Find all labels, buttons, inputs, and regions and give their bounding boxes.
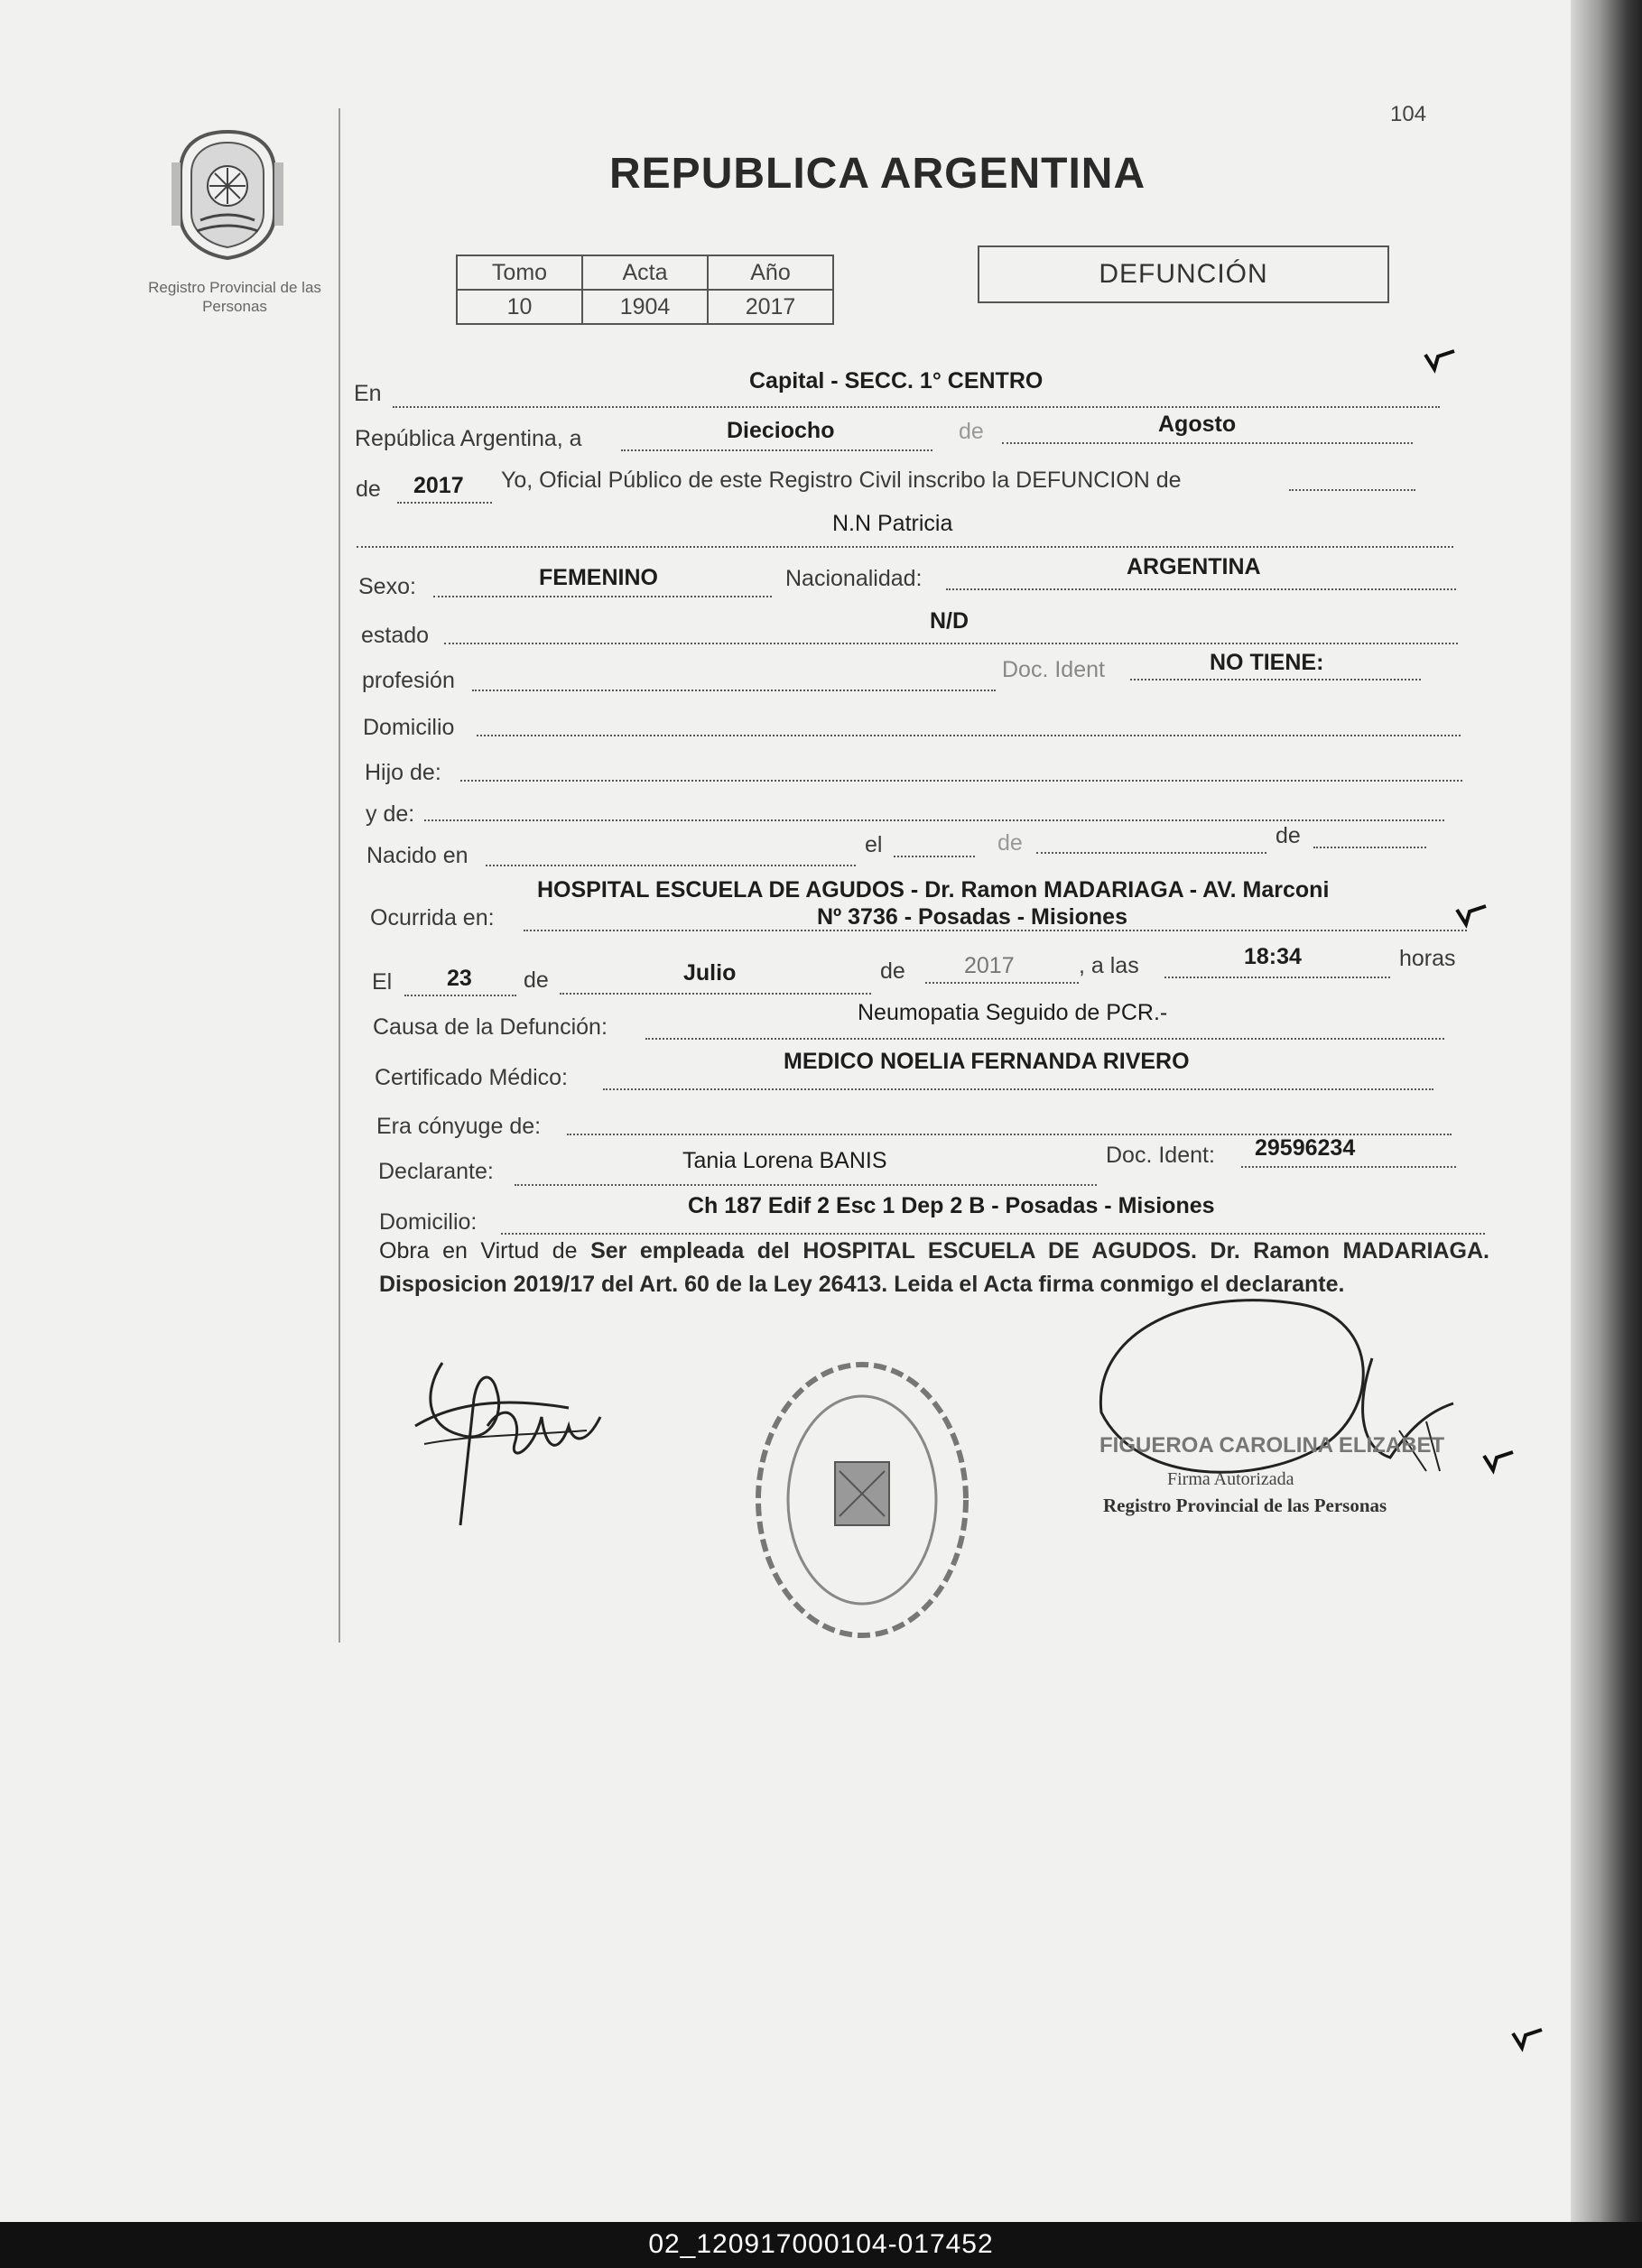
label-en: En	[354, 381, 382, 406]
field-mes: Agosto	[1158, 412, 1237, 437]
anio-value: 2017	[708, 290, 833, 324]
registry-table	[456, 255, 834, 325]
field-anio: 2017	[413, 473, 464, 498]
label-republica: República Argentina, a	[355, 426, 582, 451]
label-de-4: de	[1276, 823, 1301, 848]
tomo-header: Tomo	[457, 255, 582, 290]
line-profesion	[472, 690, 996, 691]
field-lugar: Capital - SECC. 1° CENTRO	[749, 368, 1044, 393]
tomo-value: 10	[457, 290, 582, 324]
label-nacionalidad: Nacionalidad:	[785, 566, 923, 591]
line-dia	[621, 449, 932, 451]
label-nacido-en: Nacido en	[366, 843, 468, 868]
field-ocurrida-linea2: Nº 3736 - Posadas - Misiones	[817, 904, 1127, 930]
label-de-1: de	[959, 419, 984, 444]
line-nacionalidad	[946, 588, 1456, 590]
line-mes	[1002, 442, 1413, 444]
acta-header: Acta	[582, 255, 708, 290]
registry-seal-icon	[749, 1358, 975, 1643]
field-dia-letras: Dieciocho	[727, 418, 835, 443]
footer-filename: 02_120917000104-017452	[648, 2229, 994, 2259]
line-anio-muerte	[925, 982, 1079, 984]
label-declarante: Declarante:	[378, 1159, 494, 1184]
line-nacido-dia	[894, 856, 975, 857]
line-nombre	[357, 546, 1453, 548]
line-nacido-anio	[1313, 847, 1426, 848]
line-doc-declarante	[1241, 1166, 1456, 1168]
field-estado: N/D	[930, 608, 969, 634]
acta-value: 1904	[582, 290, 708, 324]
line-domicilio	[477, 735, 1461, 736]
label-de-6: de	[880, 958, 905, 984]
registro-provincial-label: Registro Provincial de las Personas	[148, 279, 321, 315]
field-anio-muerte: 2017	[964, 953, 1015, 978]
label-ocurrida-en: Ocurrida en:	[370, 905, 495, 930]
field-mes-muerte: Julio	[683, 960, 737, 986]
line-dia-muerte	[404, 995, 516, 996]
line-doc-ident	[1130, 679, 1421, 680]
label-profesion: profesión	[362, 668, 455, 693]
field-causa: Neumopatia Seguido de PCR.-	[858, 1000, 1168, 1025]
tick-mark-icon	[1509, 2026, 1545, 2053]
field-dia-muerte: 23	[447, 966, 472, 991]
official-organization: Registro Provincial de las Personas	[1103, 1495, 1387, 1516]
line-certificado	[603, 1088, 1433, 1090]
line-anio	[397, 502, 492, 504]
line-sexo	[433, 596, 772, 597]
field-doc-ident: NO TIENE:	[1210, 650, 1324, 675]
label-doc-ident: Doc. Ident	[1002, 657, 1105, 682]
label-de-5: de	[524, 967, 549, 993]
line-causa	[645, 1038, 1444, 1040]
line-hora	[1164, 977, 1390, 978]
label-certificado: Certificado Médico:	[375, 1065, 568, 1090]
line-mes-muerte	[560, 993, 871, 995]
official-name: FIGUEROA CAROLINA ELIZABET	[1099, 1433, 1445, 1458]
folio-number: 104	[1390, 102, 1427, 126]
anio-header: Año	[708, 255, 833, 290]
provincial-emblem-icon	[170, 126, 285, 262]
official-role: Firma Autorizada	[1167, 1469, 1294, 1489]
tick-mark-icon	[1453, 903, 1489, 930]
field-domicilio-declarante: Ch 187 Edif 2 Esc 1 Dep 2 B - Posadas - Misiones	[688, 1193, 1215, 1218]
field-doc-declarante: 29596234	[1255, 1135, 1356, 1161]
field-nacionalidad: ARGENTINA	[1127, 554, 1261, 579]
obra-prefix: Obra en Virtud de	[379, 1238, 578, 1264]
field-sexo: FEMENINO	[539, 565, 658, 590]
line-inscribe	[1289, 489, 1415, 491]
line-y-de	[424, 819, 1444, 821]
label-el-cap: El	[372, 969, 393, 995]
label-de-3: de	[997, 830, 1023, 856]
label-domicilio2: Domicilio:	[379, 1209, 478, 1235]
line-estado	[444, 643, 1458, 644]
line-en	[393, 406, 1440, 408]
label-el: el	[865, 832, 883, 857]
label-hijo-de: Hijo de:	[365, 760, 441, 785]
field-nombre: N.N Patricia	[832, 511, 953, 536]
label-y-de: y de:	[366, 801, 415, 827]
label-doc-ident2: Doc. Ident:	[1106, 1143, 1215, 1168]
tick-mark-icon	[1480, 1449, 1517, 1476]
label-sexo: Sexo:	[358, 574, 416, 599]
label-de-2: de	[356, 477, 381, 502]
page-edge-shadow	[1571, 0, 1642, 2222]
field-hora: 18:34	[1244, 944, 1302, 969]
declarante-signature-icon	[406, 1345, 632, 1543]
tick-mark-icon	[1422, 347, 1458, 375]
label-domicilio: Domicilio	[363, 715, 455, 740]
obra-text: Ser empleada del HOSPITAL ESCUELA DE AGUDOS. Dr. Ramon MADARIAGA. Disposicion 2019/17 del Art. 60 de la Ley 26413. Leida el Acta firma conmigo el declarante.	[379, 1238, 1490, 1297]
left-margin-line	[339, 108, 340, 1643]
field-declarante: Tania Lorena BANIS	[682, 1148, 887, 1173]
label-horas: horas	[1399, 946, 1456, 971]
field-ocurrida-linea1: HOSPITAL ESCUELA DE AGUDOS - Dr. Ramon MADARIAGA - AV. Marconi	[537, 877, 1330, 903]
page-title: REPUBLICA ARGENTINA	[609, 150, 1146, 198]
line-nacido-mes	[1036, 852, 1266, 854]
label-a-las: , a las	[1079, 953, 1139, 978]
line-ocurrida	[524, 930, 1467, 931]
label-estado: estado	[361, 623, 430, 648]
line-nacido-en	[486, 865, 856, 866]
label-conyuge: Era cónyuge de:	[376, 1114, 542, 1139]
label-causa: Causa de la Defunción:	[373, 1014, 608, 1040]
label-inscribe: Yo, Oficial Público de este Registro Civil inscribo la DEFUNCION de	[501, 467, 1182, 493]
field-certificado: MEDICO NOELIA FERNANDA RIVERO	[784, 1049, 1190, 1074]
line-hijo-de	[460, 780, 1462, 782]
document-type-box: DEFUNCIÓN	[978, 245, 1389, 303]
line-declarante	[515, 1184, 1097, 1186]
